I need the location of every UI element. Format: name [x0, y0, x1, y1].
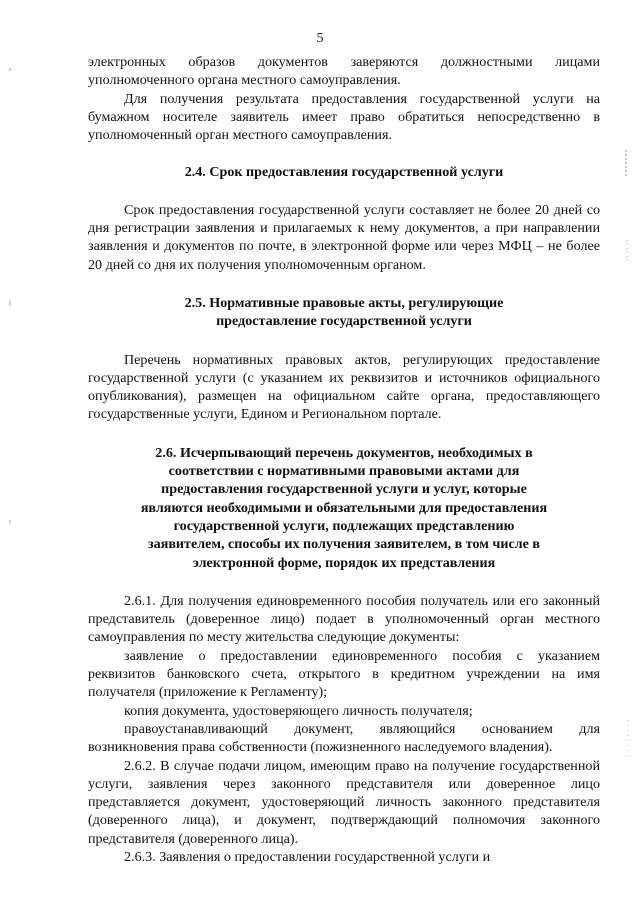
- paragraph-paper-result: Для получения результата предоставления государственной услуги на бумажном носителе заявитель имеет право обратиться непосредственно в уполномоченный орган местного самоуправления.: [88, 90, 600, 144]
- paragraph-2-6-3: 2.6.3. Заявления о предоставлении государственной услуги и: [124, 848, 491, 865]
- paragraph-title-document-item: правоустанавливающий документ, являющийся основанием для возникновения права собственности (пожизненного наследуемого владения).: [88, 720, 600, 756]
- paragraph-2-6-2: 2.6.2. В случае подачи лицом, имеющим право на получение государственной услуги, заявления через законного представителя или доверенное лицо представляется документ, удостоверяющий личность законного представителя (доверенного лица), и документ, подтверждающий полномочия законного представителя (доверенного лица).: [88, 757, 600, 847]
- document-body: [88, 53, 600, 866]
- section-heading-2-6: 2.6. Исчерпывающий перечень документов, необходимых в соответствии с нормативными правовыми актами для предоставления государственной услуги и услуг, которые являются необходимыми и обязательными для предоставления государственной услуги, подлежащих представлению заявителем, способы их получения заявителем, в том числе в электронной форме, порядок их представления: [140, 444, 548, 571]
- paragraph-id-copy-item: копия документа, удостоверяющего личность получателя;: [124, 702, 473, 719]
- paragraph-application-item: заявление о предоставлении единовременного пособия с указанием реквизитов банковского счета, открытого в кредитном учреждении на имя получателя (приложение к Регламенту);: [88, 647, 600, 701]
- paragraph-2-6-1: 2.6.1. Для получения единовременного пособия получатель или его законный представитель (доверенное лицо) подает в уполномоченный орган местного самоуправления по месту жительства следующие документы:: [88, 592, 600, 646]
- paragraph-legal-acts: Перечень нормативных правовых актов, регулирующих предоставление государственной услуги (с указанием их реквизитов и источников официального опубликования), размещен на официальном сайте органа, предоставляющего государственные услуги, Едином и Региональном портале.: [88, 351, 600, 423]
- paragraph-service-term: Срок предоставления государственной услуги составляет не более 20 дней со дня регистрации заявления и прилагаемых к нему документов, а при направлении заявления и документов по почте, в электронной форме или через МФЦ – не более 20 дней со дня их получения уполномоченным органом.: [88, 201, 600, 273]
- section-heading-2-4: 2.4. Срок предоставления государственной услуги: [184, 164, 504, 181]
- section-heading-2-5: 2.5. Нормативные правовые акты, регулирующие предоставление государственной услуги: [184, 294, 504, 330]
- paragraph-documents-certification: электронных образов документов заверяются должностными лицами уполномоченного органа местного самоуправления.: [88, 54, 600, 89]
- page-number: 5: [316, 31, 324, 46]
